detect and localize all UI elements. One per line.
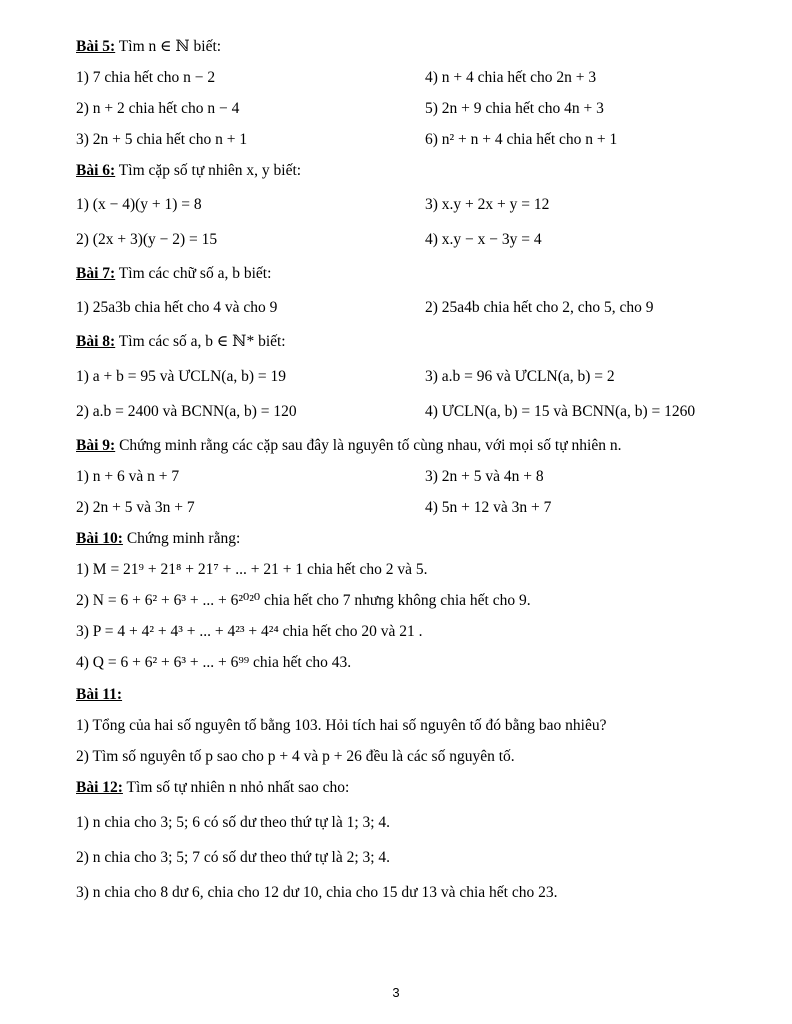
exercise-intro: Tìm các số a, b ∈ ℕ* biết: bbox=[118, 333, 286, 350]
item-left: 1) 25a3b chia hết cho 4 và cho 9 bbox=[76, 299, 278, 316]
exercise-heading-10 bbox=[76, 528, 716, 550]
exercise-row bbox=[76, 297, 716, 319]
exercise-heading-6 bbox=[76, 160, 716, 182]
exercise-intro: Chứng minh rằng: bbox=[126, 530, 241, 547]
item-right: 4) n + 4 chia hết cho 2n + 3 bbox=[425, 69, 597, 86]
exercise-line: 3) n chia cho 8 dư 6, chia cho 12 dư 10, chia cho 15 dư 13 và chia hết cho 23. bbox=[76, 884, 558, 901]
exercise-page bbox=[76, 36, 716, 904]
exercise-heading-8 bbox=[76, 331, 716, 353]
exercise-line: 2) N = 6 + 6² + 6³ + ... + 6²⁰²⁰ chia hết cho 7 nhưng không chia hết cho 9. bbox=[76, 592, 531, 609]
page-number: 3 bbox=[392, 985, 400, 1000]
item-right: 3) a.b = 96 và ƯCLN(a, b) = 2 bbox=[425, 368, 615, 385]
exercise-title: Bài 5: bbox=[76, 38, 116, 55]
exercise-line: 2) Tìm số nguyên tố p sao cho p + 4 và p + 26 đều là các số nguyên tố. bbox=[76, 748, 515, 765]
item-right: 4) 5n + 12 và 3n + 7 bbox=[425, 499, 552, 516]
exercise-heading-11 bbox=[76, 684, 716, 706]
exercise-title: Bài 6: bbox=[76, 162, 116, 179]
exercise-intro: Tìm số tự nhiên n nhỏ nhất sao cho: bbox=[126, 779, 350, 796]
exercise-line: 2) n chia cho 3; 5; 7 có số dư theo thứ tự là 2; 3; 4. bbox=[76, 849, 391, 866]
item-left: 2) n + 2 chia hết cho n − 4 bbox=[76, 100, 240, 117]
item-left: 1) n + 6 và n + 7 bbox=[76, 468, 180, 485]
exercise-intro: Chứng minh rằng các cặp sau đây là nguyên tố cùng nhau, với mọi số tự nhiên n. bbox=[119, 437, 622, 454]
item-right: 2) 25a4b chia hết cho 2, cho 5, cho 9 bbox=[425, 299, 654, 316]
item-right: 4) ƯCLN(a, b) = 15 và BCNN(a, b) = 1260 bbox=[425, 403, 696, 420]
item-right: 3) 2n + 5 và 4n + 8 bbox=[425, 468, 544, 485]
exercise-row bbox=[76, 229, 716, 251]
exercise-line: 1) M = 21⁹ + 21⁸ + 21⁷ + ... + 21 + 1 chia hết cho 2 và 5. bbox=[76, 561, 428, 578]
exercise-row bbox=[76, 497, 716, 519]
exercise-line: 3) P = 4 + 4² + 4³ + ... + 4²³ + 4²⁴ chia hết cho 20 và 21 . bbox=[76, 623, 423, 640]
exercise-row bbox=[76, 401, 716, 423]
item-left: 2) (2x + 3)(y − 2) = 15 bbox=[76, 231, 218, 248]
exercise-heading-9 bbox=[76, 435, 716, 457]
item-left: 1) 7 chia hết cho n − 2 bbox=[76, 69, 216, 86]
exercise-line: 1) n chia cho 3; 5; 6 có số dư theo thứ tự là 1; 3; 4. bbox=[76, 814, 391, 831]
exercise-title: Bài 8: bbox=[76, 333, 116, 350]
exercise-intro: Tìm n ∈ ℕ biết: bbox=[118, 38, 222, 55]
exercise-intro: Tìm các chữ số a, b biết: bbox=[118, 265, 272, 282]
exercise-row bbox=[76, 98, 716, 120]
item-left: 2) 2n + 5 và 3n + 7 bbox=[76, 499, 195, 516]
exercise-row bbox=[76, 366, 716, 388]
exercise-line: 4) Q = 6 + 6² + 6³ + ... + 6⁹⁹ chia hết cho 43. bbox=[76, 654, 352, 671]
item-left: 3) 2n + 5 chia hết cho n + 1 bbox=[76, 131, 248, 148]
item-right: 5) 2n + 9 chia hết cho 4n + 3 bbox=[425, 100, 604, 117]
exercise-title: Bài 9: bbox=[76, 437, 116, 454]
exercise-row bbox=[76, 129, 716, 151]
item-right: 6) n² + n + 4 chia hết cho n + 1 bbox=[425, 131, 618, 148]
exercise-row bbox=[76, 67, 716, 89]
item-right: 4) x.y − x − 3y = 4 bbox=[425, 231, 542, 248]
exercise-intro: Tìm cặp số tự nhiên x, y biết: bbox=[118, 162, 302, 179]
exercise-heading-7 bbox=[76, 263, 716, 285]
exercise-heading-5 bbox=[76, 36, 716, 58]
item-left: 1) a + b = 95 và ƯCLN(a, b) = 19 bbox=[76, 368, 286, 385]
exercise-title: Bài 11: bbox=[76, 686, 123, 703]
exercise-row bbox=[76, 466, 716, 488]
exercise-heading-12 bbox=[76, 777, 716, 799]
exercise-line: 1) Tổng của hai số nguyên tố bằng 103. Hỏi tích hai số nguyên tố đó bằng bao nhiêu? bbox=[76, 717, 607, 734]
exercise-title: Bài 7: bbox=[76, 265, 116, 282]
exercise-row bbox=[76, 194, 716, 216]
exercise-title: Bài 10: bbox=[76, 530, 123, 547]
item-right: 3) x.y + 2x + y = 12 bbox=[425, 196, 550, 213]
item-left: 2) a.b = 2400 và BCNN(a, b) = 120 bbox=[76, 403, 297, 420]
exercise-title: Bài 12: bbox=[76, 779, 123, 796]
item-left: 1) (x − 4)(y + 1) = 8 bbox=[76, 196, 202, 213]
